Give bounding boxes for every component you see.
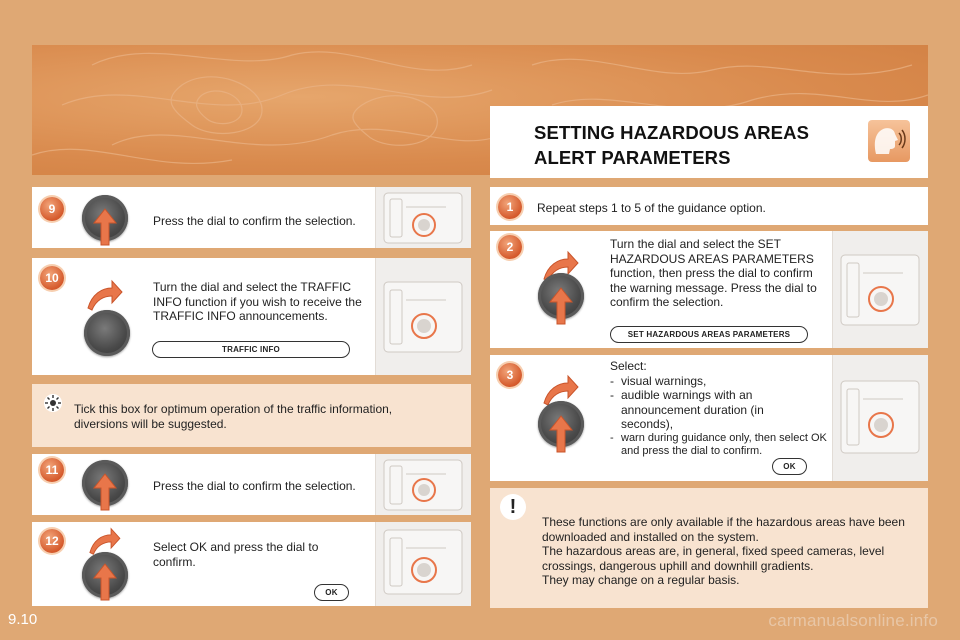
tip-panel bbox=[32, 384, 471, 447]
step-number-badge: 3 bbox=[498, 363, 522, 387]
step-number-badge: 2 bbox=[498, 235, 522, 259]
title-box bbox=[490, 106, 928, 178]
ok-button[interactable]: OK bbox=[314, 584, 349, 601]
press-arrow-icon bbox=[92, 207, 118, 247]
radio-unit-icon bbox=[375, 454, 471, 515]
warning-line: The hazardous areas are, in general, fixed speed cameras, level crossings, dangerous uphill and downhill gradients. bbox=[542, 544, 885, 573]
option-audible-warnings: - audible warnings with an announcement duration (in seconds), bbox=[610, 388, 828, 432]
page-title: SETTING HAZARDOUS AREAS ALERT PARAMETERS bbox=[534, 122, 810, 168]
step-12-text: Select OK and press the dial to confirm. bbox=[153, 540, 319, 569]
step-number-badge: 9 bbox=[40, 197, 64, 221]
warning-line: These functions are only available if the hazardous areas have been downloaded and installed on the system. bbox=[542, 515, 905, 544]
press-arrow-icon bbox=[548, 285, 574, 327]
step-3-panel bbox=[490, 355, 928, 481]
watermark: carmanualsonline.info bbox=[768, 611, 938, 630]
step-2-text: Turn the dial and select the SET HAZARDOUS AREAS PARAMETERS function, then press the dial to confirm the warning message. Press the dial to confirm the selection. bbox=[610, 237, 817, 309]
set-hazardous-areas-parameters-button[interactable]: SET HAZARDOUS AREAS PARAMETERS bbox=[610, 326, 808, 343]
exclamation-icon: ! bbox=[500, 494, 526, 520]
sun-tip-icon bbox=[42, 392, 64, 414]
step-number-badge: 1 bbox=[498, 195, 522, 219]
step-12-panel bbox=[32, 522, 471, 606]
radio-unit-icon bbox=[375, 258, 471, 375]
ok-button[interactable]: OK bbox=[772, 458, 807, 475]
option-visual-warnings: - visual warnings, bbox=[610, 374, 828, 389]
warning-line: They may change on a regular basis. bbox=[542, 573, 740, 587]
step-11-panel bbox=[32, 454, 471, 515]
page-number: 9.10 bbox=[8, 611, 38, 628]
press-arrow-icon bbox=[92, 472, 118, 512]
step-10-panel bbox=[32, 258, 471, 375]
step-1-text: Repeat steps 1 to 5 of the guidance option. bbox=[537, 201, 766, 215]
traffic-info-button[interactable]: TRAFFIC INFO bbox=[152, 341, 350, 358]
warning-text bbox=[542, 515, 912, 588]
turn-arrow-icon bbox=[84, 278, 124, 312]
warning-panel bbox=[490, 488, 928, 608]
radio-unit-icon bbox=[832, 355, 928, 481]
press-arrow-icon bbox=[92, 560, 118, 604]
step-number-badge: 11 bbox=[40, 458, 64, 482]
tip-text: Tick this box for optimum operation of the traffic information, diversions will be suggested. bbox=[74, 402, 393, 431]
voice-head-icon bbox=[868, 120, 910, 162]
radio-unit-icon bbox=[375, 187, 471, 248]
step-9-panel bbox=[32, 187, 471, 248]
step-1-panel bbox=[490, 187, 928, 225]
step-10-text: Turn the dial and select the TRAFFIC INFO function if you wish to receive the TRAFFIC INFO announcements. bbox=[153, 280, 362, 323]
step-9-text: Press the dial to confirm the selection. bbox=[153, 214, 356, 228]
dial-knob-icon bbox=[84, 310, 130, 356]
step-3-text bbox=[610, 359, 828, 459]
step-2-panel bbox=[490, 231, 928, 348]
step-11-text: Press the dial to confirm the selection. bbox=[153, 479, 356, 493]
step-3-intro: Select: bbox=[610, 359, 647, 373]
press-arrow-icon bbox=[548, 413, 574, 455]
step-number-badge: 12 bbox=[40, 529, 64, 553]
radio-unit-icon bbox=[832, 231, 928, 348]
radio-unit-icon bbox=[375, 522, 471, 606]
option-warn-during-guidance: - warn during guidance only, then select OK and press the dial to confirm. bbox=[610, 432, 828, 459]
step-3-options bbox=[610, 374, 828, 459]
step-number-badge: 10 bbox=[40, 266, 64, 290]
